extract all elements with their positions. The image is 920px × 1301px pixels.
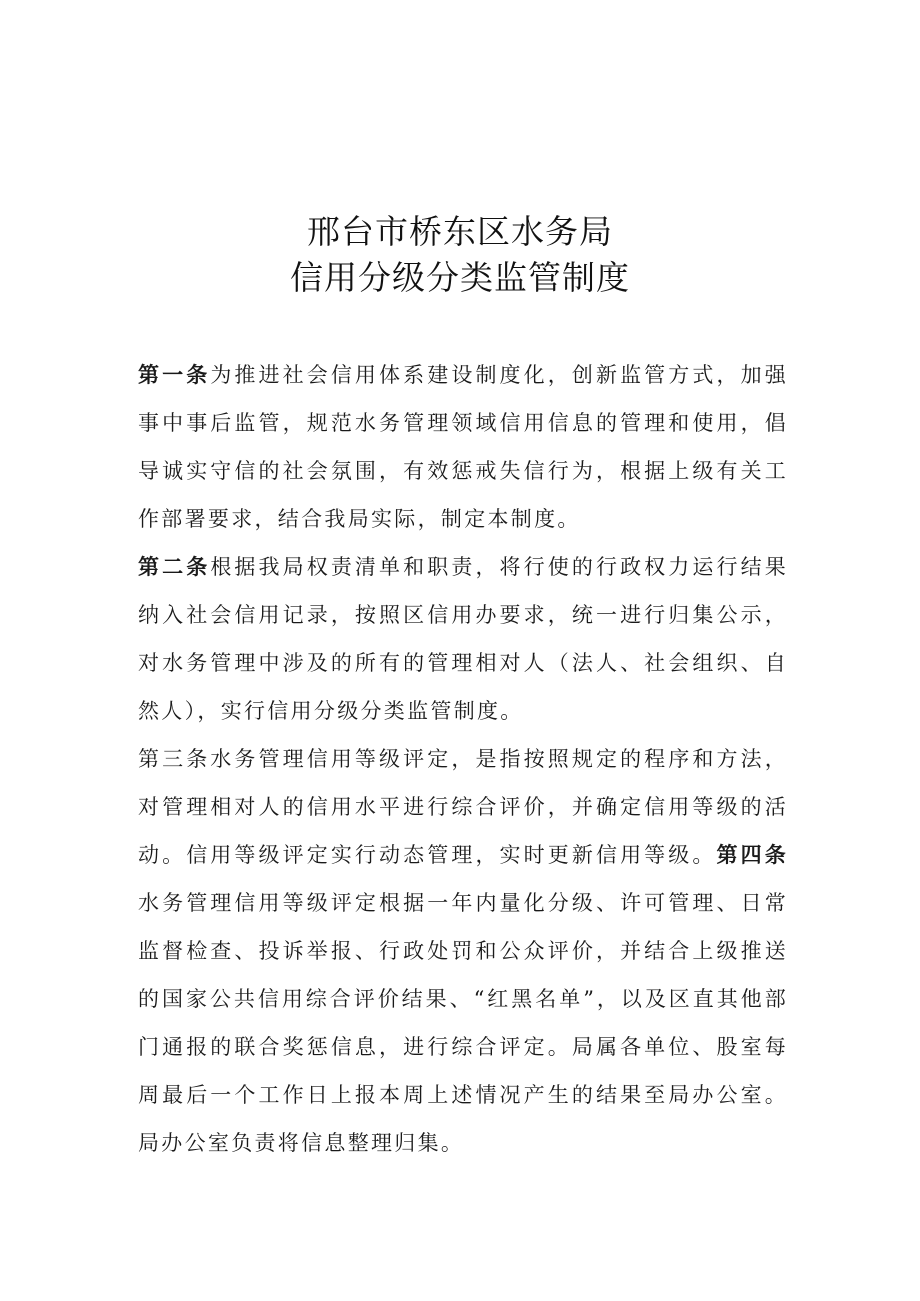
document-title-line-2: 信用分级分类监管制度 <box>290 258 630 297</box>
article-1-text: 为推进社会信用体系建设制度化，创新监管方式，加强事中事后监管，规范水务管理领域信用信息的管理和使用，倡导诚实守信的社会氛围，有效惩戒失信行为，根据上级有关工作部署要求，结合我局实际，制定本制度。 <box>138 363 788 531</box>
article-4-text: 水务管理信用等级评定根据一年内量化分级、许可管理、日常监督检查、投诉举报、行政处罚和公众评价，并结合上级推送的国家公共信用综合评价结果、“红黑名单”，以及区直其他部门通报的联合奖惩信息，进行综合评定。局属各单位、股室每周最后一个工作日上报本周上述情况产生的结果至局办公室。局办公室负责将信息整理归集。 <box>138 891 788 1155</box>
article-3-4-paragraph <box>138 735 788 1167</box>
article-1-label: 第一条 <box>138 363 211 387</box>
document-title-line-1: 邢台市桥东区水务局 <box>307 212 613 251</box>
article-4-label: 第四条 <box>716 843 788 867</box>
document-body <box>138 351 788 1167</box>
article-3-text: 第三条水务管理信用等级评定，是指按照规定的程序和方法，对管理相对人的信用水平进行综合评价，并确定信用等级的活动。信用等级评定实行动态管理，实时更新信用等级。 <box>138 747 788 867</box>
article-2-text: 根据我局权责清单和职责，将行使的行政权力运行结果纳入社会信用记录，按照区信用办要求，统一进行归集公示，对水务管理中涉及的所有的管理相对人（法人、社会组织、自然人），实行信用分级分类监管制度。 <box>138 555 788 723</box>
article-2-label: 第二条 <box>138 555 211 579</box>
article-2-paragraph <box>138 543 788 735</box>
article-1-paragraph <box>138 351 788 543</box>
